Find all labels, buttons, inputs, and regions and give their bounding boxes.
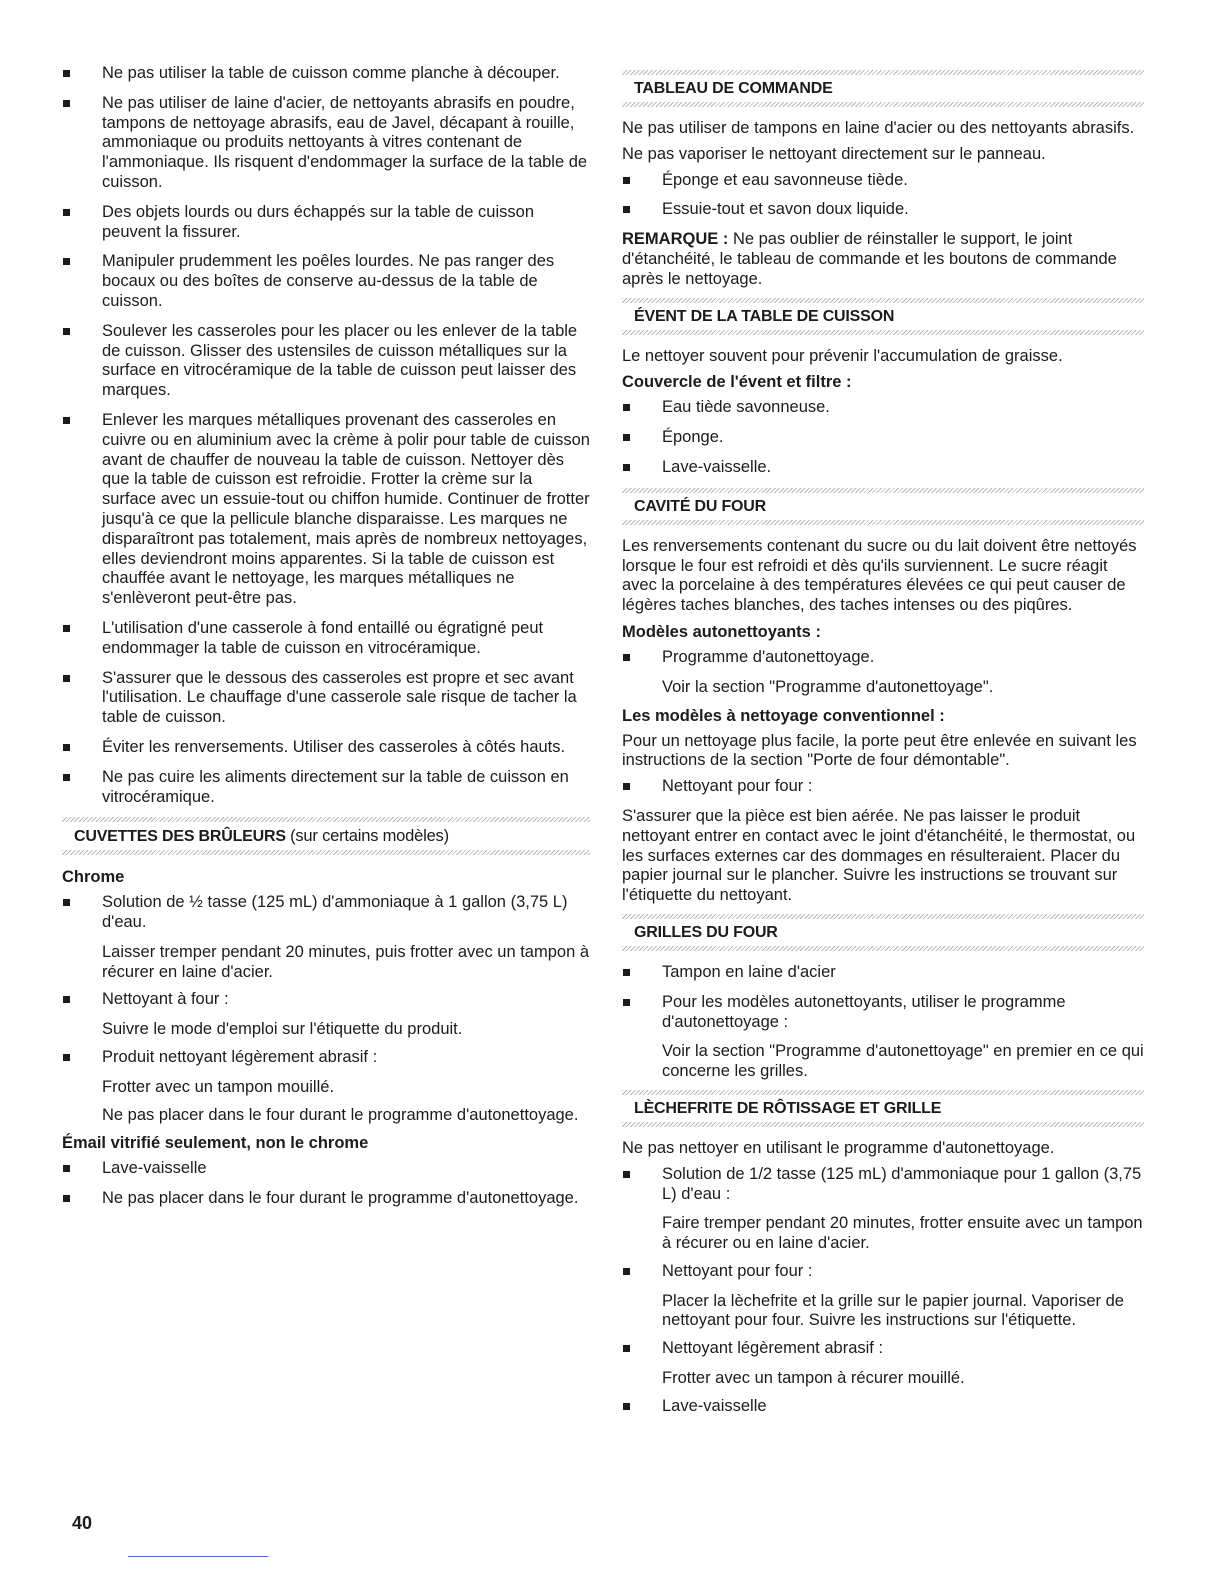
note-label: REMARQUE : <box>622 230 729 249</box>
list-item: Solution de ½ tasse (125 mL) d'ammoniaque à 1 gallon (3,75 L) d'eau. <box>62 893 590 933</box>
paragraph: Ne pas vaporiser le nettoyant directement sur le panneau. <box>622 144 1046 163</box>
list-item: Soulever les casseroles pour les placer ou les enlever de la table de cuisson. Glisser des ustensiles de cuisson métalliques sur la surface en vitrocéramique de la table de cuisson peut laisser des marques. <box>62 322 590 401</box>
paragraph: Pour un nettoyage plus facile, la porte peut être enlevée en suivant les instructions de la section "Porte de four démontable". <box>622 731 1137 770</box>
list-item-detail: Voir la section "Programme d'autonettoyage". <box>662 677 994 696</box>
list-item-detail: Faire tremper pendant 20 minutes, frotter ensuite avec un tampon à récurer ou en laine d'acier. <box>662 1214 1143 1253</box>
list-item: Lave-vaisselle. <box>622 458 1144 478</box>
left-column <box>62 64 590 1219</box>
list-item: Tampon en laine d'acier <box>622 963 1144 983</box>
list-item-detail: Ne pas placer dans le four durant le programme d'autonettoyage. <box>102 1105 579 1124</box>
paragraph: Le nettoyer souvent pour prévenir l'accumulation de graisse. <box>622 346 1063 365</box>
list-item: Lave-vaisselle <box>62 1159 590 1179</box>
list-item: Éviter les renversements. Utiliser des casseroles à côtés hauts. <box>62 738 590 758</box>
divider <box>62 850 590 855</box>
subheading: Couvercle de l'évent et filtre : <box>622 373 852 392</box>
note <box>622 230 1144 289</box>
section-header-oven-cavity <box>622 488 1144 525</box>
list-item: Ne pas placer dans le four durant le programme d'autonettoyage. <box>62 1189 590 1209</box>
list-item: Produit nettoyant légèrement abrasif : <box>62 1048 590 1068</box>
paragraph: Ne pas utiliser de tampons en laine d'acier ou des nettoyants abrasifs. <box>622 119 1135 137</box>
section-title-text: CUVETTES DES BRÛLEURS <box>74 828 286 846</box>
list-item: Éponge et eau savonneuse tiède. <box>622 171 1144 191</box>
list-item: Programme d'autonettoyage. <box>622 648 1144 668</box>
list-item: Éponge. <box>622 428 1144 448</box>
list-item: Nettoyant pour four : <box>622 777 1144 797</box>
list-item: Nettoyant pour four : <box>622 1262 1144 1282</box>
section-header-burner-bowls <box>62 817 590 855</box>
subheading: Modèles autonettoyants : <box>622 622 821 641</box>
section-title: GRILLES DU FOUR <box>634 923 778 941</box>
list-item: Manipuler prudemment les poêles lourdes. Ne pas ranger des bocaux ou des boîtes de conserve au-dessus de la table de cuisson. <box>62 252 590 311</box>
section-header-vent <box>622 298 1144 335</box>
list-item-detail: Frotter avec un tampon mouillé. <box>102 1077 335 1096</box>
list-item: L'utilisation d'une casserole à fond entaillé ou égratigné peut endommager la table de cuisson en vitrocéramique. <box>62 619 590 659</box>
section-title-suffix: (sur certains modèles) <box>290 827 449 846</box>
section-header-broiler-pan <box>622 1090 1144 1127</box>
list-item: Ne pas utiliser la table de cuisson comme planche à découper. <box>62 64 590 84</box>
divider <box>622 946 1144 951</box>
list-item: Eau tiède savonneuse. <box>622 398 1144 418</box>
list-item-detail: Suivre le mode d'emploi sur l'étiquette du produit. <box>102 1020 463 1039</box>
section-header-oven-racks <box>622 914 1144 951</box>
list-item: Essuie-tout et savon doux liquide. <box>622 200 1144 220</box>
section-title: ÉVENT DE LA TABLE DE CUISSON <box>634 307 895 325</box>
section-title: CAVITÉ DU FOUR <box>634 497 767 515</box>
section-title: TABLEAU DE COMMANDE <box>634 80 833 97</box>
divider <box>622 1122 1144 1127</box>
page-number: 40 <box>72 1513 93 1533</box>
subheading-enamel: Émail vitrifié seulement, non le chrome <box>62 1134 369 1153</box>
list-item: Nettoyant légèrement abrasif : <box>622 1339 1144 1359</box>
note-text: Ne pas oublier de réinstaller le support, le joint d'étanchéité, le tableau de commande et les boutons de commande après le nettoyage. <box>622 230 1117 288</box>
right-column <box>622 64 1144 1427</box>
list-item-detail: Frotter avec un tampon à récurer mouillé. <box>662 1369 965 1388</box>
divider <box>622 102 1144 107</box>
list-item: Nettoyant à four : <box>62 990 590 1010</box>
paragraph: S'assurer que la pièce est bien aérée. Ne pas laisser le produit nettoyant entrer en contact avec le joint d'étanchéité, le thermostat, ou les surfaces externes car des dommages en résulteraient. Placer du papier journal sur le plancher. Suivre les instructions se trouvant sur l'étiquette du nettoyant. <box>622 806 1136 905</box>
list-item: Ne pas utiliser de laine d'acier, de nettoyants abrasifs en poudre, tampons de nettoyage abrasifs, eau de Javel, décapant à rouille, ammoniaque ou produits nettoyants à vitres contenant de l'ammoniaque. Ils risquent d'endommager la surface de la table de cuisson. <box>62 94 590 193</box>
list-item: Ne pas cuire les aliments directement sur la table de cuisson en vitrocéramique. <box>62 768 590 808</box>
list-item: Solution de 1/2 tasse (125 mL) d'ammoniaque pour 1 gallon (3,75 L) d'eau : <box>622 1165 1144 1205</box>
paragraph: Ne pas nettoyer en utilisant le programme d'autonettoyage. <box>622 1138 1055 1157</box>
subheading-chrome: Chrome <box>62 868 125 887</box>
list-item-detail: Placer la lèchefrite et la grille sur le papier journal. Vaporiser de nettoyant pour four. Suivre les instructions sur l'étiquette. <box>662 1291 1124 1330</box>
list-item: S'assurer que le dessous des casseroles est propre et sec avant l'utilisation. Le chauffage d'une casserole sale risque de tacher la table de cuisson. <box>62 669 590 728</box>
section-title: LÈCHEFRITE DE RÔTISSAGE ET GRILLE <box>634 1099 942 1117</box>
list-item: Des objets lourds ou durs échappés sur la table de cuisson peuvent la fissurer. <box>62 203 590 243</box>
list-item-detail: Voir la section "Programme d'autonettoyage" en premier en ce qui concerne les grilles. <box>662 1042 1144 1081</box>
section-header-control-panel <box>622 70 1144 107</box>
paragraph: Les renversements contenant du sucre ou du lait doivent être nettoyés lorsque le four est refroidi et dès qu'ils surviennent. Le sucre réagit avec la porcelaine à des températures élevées ce qui peut causer de légères taches blanches, des taches intenses ou des piqûres. <box>622 536 1137 615</box>
subheading: Les modèles à nettoyage conventionnel : <box>622 706 945 725</box>
list-item-detail: Laisser tremper pendant 20 minutes, puis frotter avec un tampon à récurer en laine d'acier. <box>102 942 590 981</box>
divider <box>622 330 1144 335</box>
section-title <box>62 822 590 850</box>
footer-rule <box>128 1556 268 1557</box>
list-item: Enlever les marques métalliques provenant des casseroles en cuivre ou en aluminium avec la crème à polir pour table de cuisson avant de chauffer de nouveau la table de cuisson. Nettoyer dès que la table de cuisson est refroidie. Frotter la crème sur la surface avec un essuie-tout ou chiffon humide. Continuer de frotter jusqu'à ce que la pellicule blanche disparaisse. Les marques ne disparaîtront pas totalement, mais après de nombreux nettoyages, elles deviendront moins apparentes. Si la table de cuisson est chauffée avant le nettoyage, les marques métalliques ne s'enlèveront peut-être pas. <box>62 411 590 609</box>
list-item: Lave-vaisselle <box>622 1397 1144 1417</box>
divider <box>622 520 1144 525</box>
list-item: Pour les modèles autonettoyants, utiliser le programme d'autonettoyage : <box>622 993 1144 1033</box>
